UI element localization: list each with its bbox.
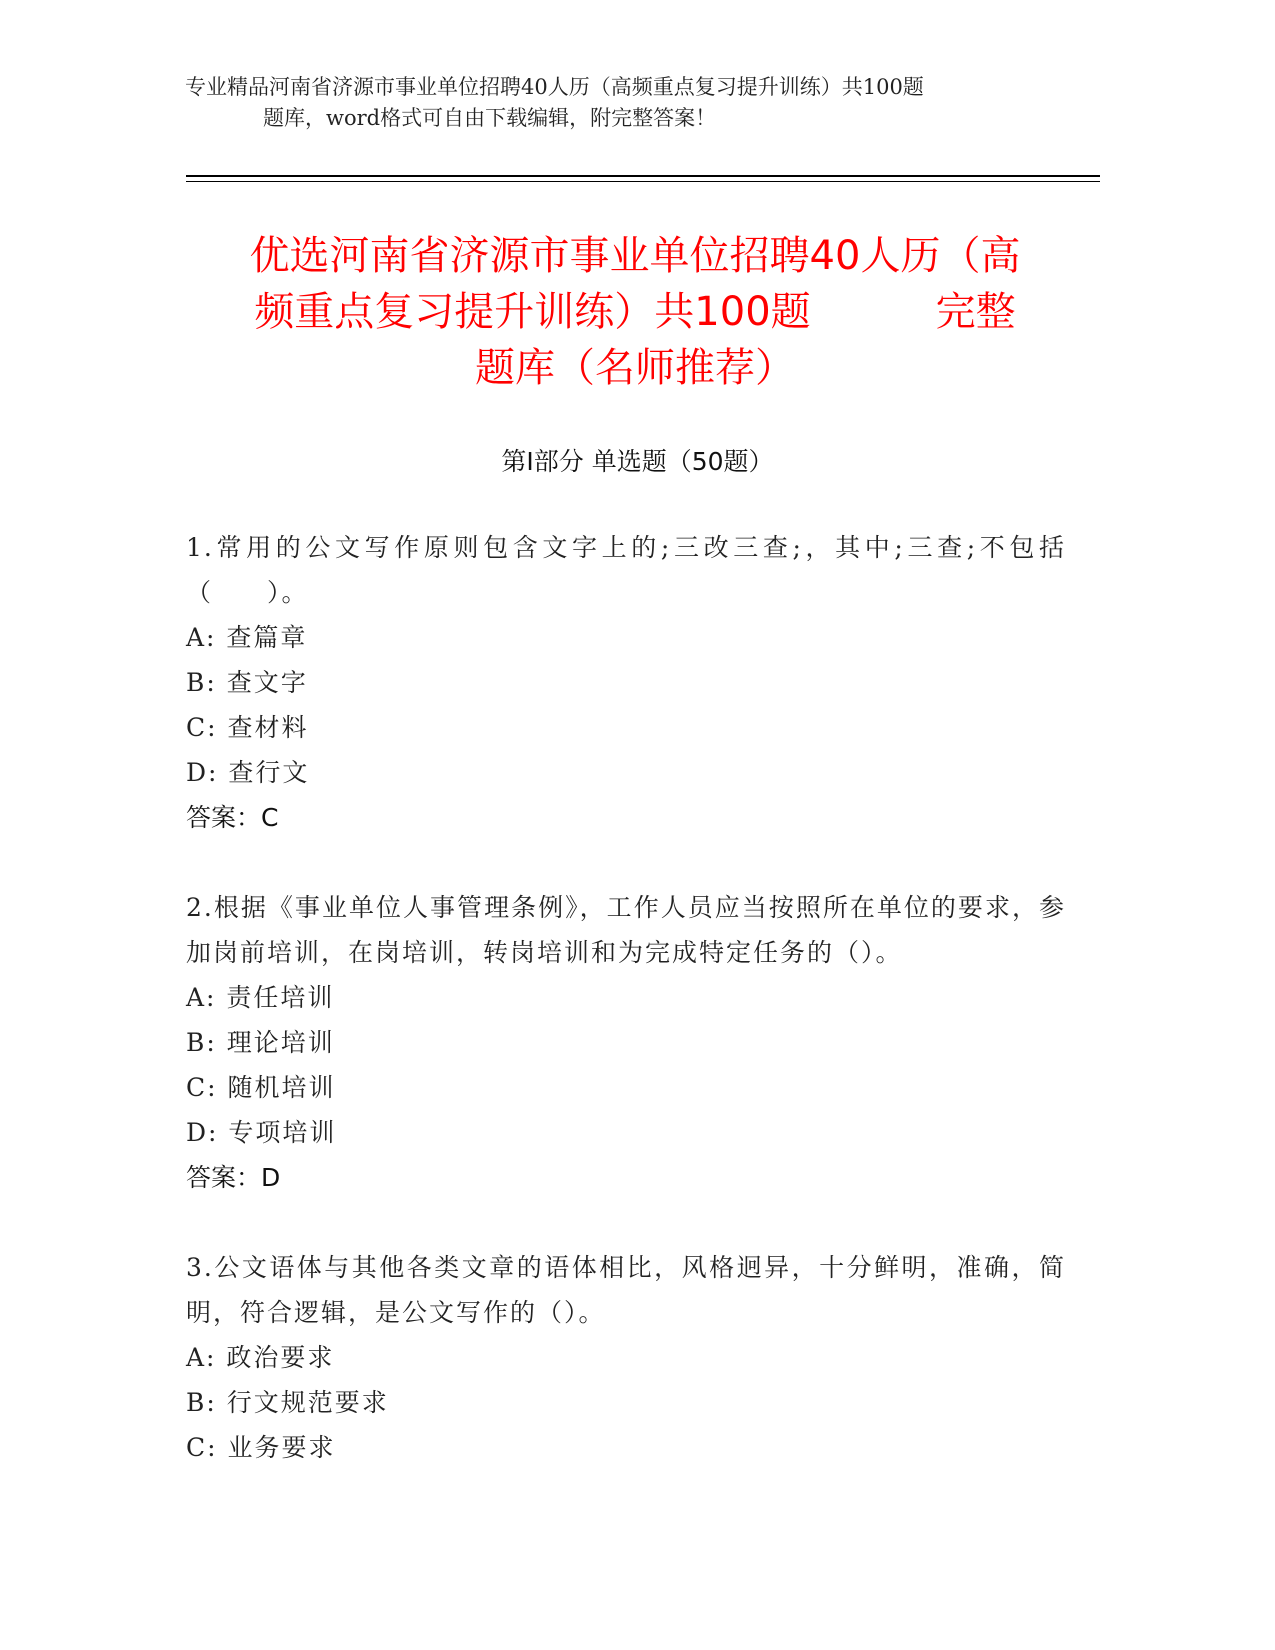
option-c: C: 业务要求 [186,1433,336,1462]
title-line3: 题库（名师推荐） [475,345,795,391]
header-rule-thick [186,175,1100,177]
answer: 答案：D [186,1163,281,1192]
option-d: D: 查行文 [186,758,310,787]
option-b: B: 行文规范要求 [186,1388,389,1417]
title-line1: 优选河南省济源市事业单位招聘40人历（高 [249,233,1021,279]
option-b: B: 查文字 [186,668,308,697]
question-list [186,525,1066,1515]
document-title [190,228,1080,396]
question-stem: 2.根据《事业单位人事管理条例》，工作人员应当按照所在单位的要求，参加岗前培训，在岗培训，转岗培训和为完成特定任务的（）。 [186,893,1066,967]
question-stem: 1.常用的公文写作原则包含文字上的;三改三查;，其中;三查;不包括（ ）。 [186,533,1066,607]
option-c: C: 查材料 [186,713,309,742]
section-heading: 第Ⅰ部分 单选题（50题） [501,447,774,476]
header-note-line1: 专业精品河南省济源市事业单位招聘40人历（高频重点复习提升训练）共100题 [185,75,924,99]
title-line2-part2: 完整 [935,289,1016,335]
question-3 [186,1245,1066,1470]
option-a: A: 查篇章 [186,623,308,652]
question-2 [186,885,1066,1200]
option-c: C: 随机培训 [186,1073,336,1102]
title-line2 [190,284,1080,340]
question-stem: 3.公文语体与其他各类文章的语体相比，风格迥异，十分鲜明，准确，简明，符合逻辑，是公文写作的（）。 [186,1253,1066,1327]
option-a: A: 政治要求 [186,1343,335,1372]
option-d: D: 专项培训 [186,1118,337,1147]
header-note [185,72,1065,134]
option-b: B: 理论培训 [186,1028,335,1057]
answer: 答案：C [186,803,279,832]
header-rule-thin [186,181,1100,182]
title-line2-part1: 频重点复习提升训练）共100题 [254,289,811,335]
header-note-line2: 题库，word格式可自由下载编辑，附完整答案！ [263,106,717,130]
question-1 [186,525,1066,840]
option-a: A: 责任培训 [186,983,335,1012]
